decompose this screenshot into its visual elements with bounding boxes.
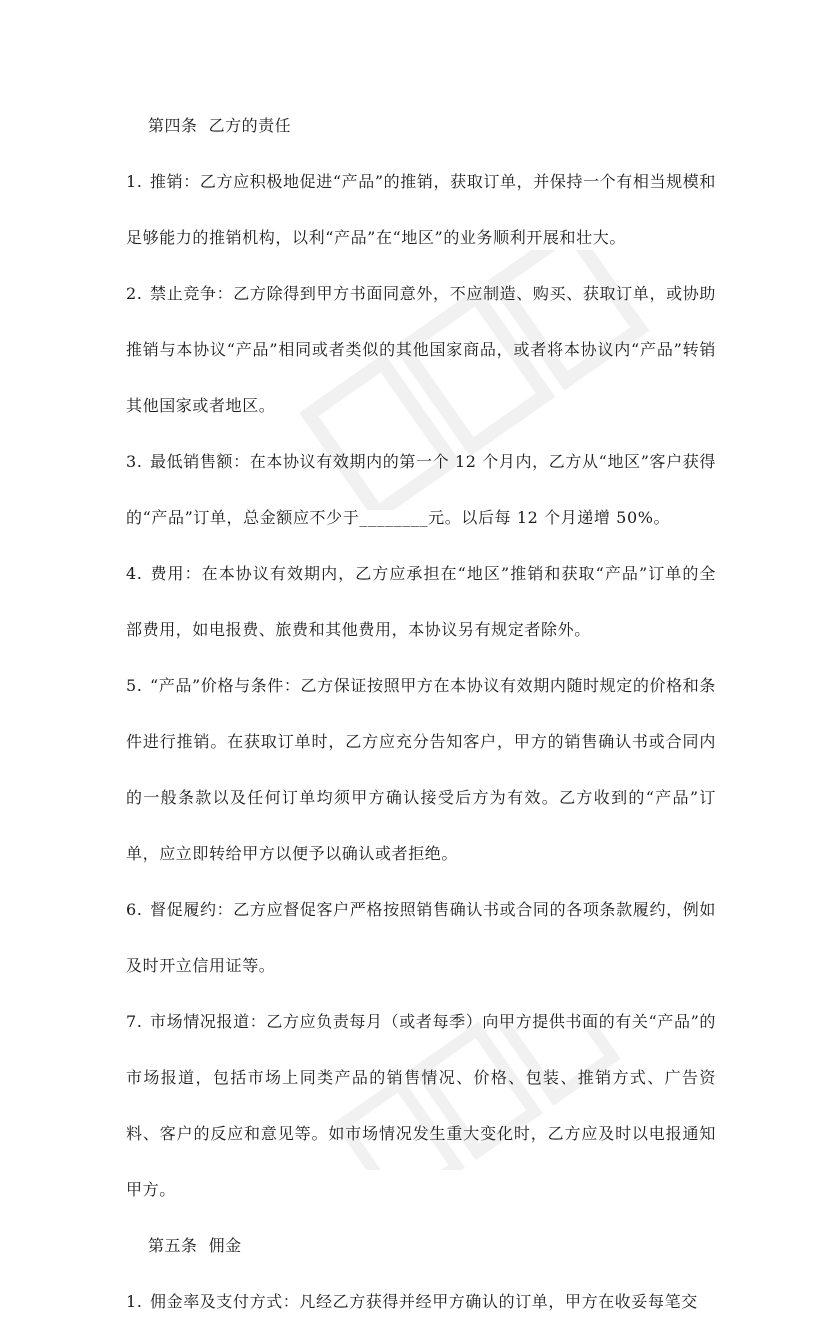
clause-number: 4.: [126, 564, 143, 583]
clause-number: 3.: [126, 452, 143, 471]
clause-item: [126, 434, 716, 546]
clause-text: 推销：乙方应积极地促进“产品”的推销，获取订单，并保持一个有相当规模和足够能力的推销机构，以利“产品”在“地区”的业务顺利开展和壮大。: [126, 172, 716, 247]
section-heading: 第四条 乙方的责任: [148, 116, 292, 135]
clause-number: 2.: [126, 284, 143, 303]
clause-number: 1.: [126, 1292, 143, 1311]
clause-item: [126, 882, 716, 994]
clause-number: 5.: [126, 676, 143, 695]
clause-text: 市场情况报道：乙方应负责每月（或者每季）向甲方提供书面的有关“产品”的市场报道，包括市场上同类产品的销售情况、价格、包装、推销方式、广告资料、客户的反应和意见等。如市场情况发生重大变化时，乙方应及时以电报通知甲方。: [126, 1012, 716, 1199]
clause-item: [126, 658, 716, 882]
clause-text: 最低销售额：在本协议有效期内的第一个 12 个月内，乙方从“地区”客户获得的“产品”订单，总金额应不少于________元。以后每 12 个月递增 50%。: [126, 452, 716, 527]
clause-text: 督促履约：乙方应督促客户严格按照销售确认书或合同的各项条款履约，例如及时开立信用证等。: [126, 900, 716, 975]
clause-text: 佣金率及支付方式：凡经乙方获得并经甲方确认的订单，甲方在收妥每笔交: [150, 1292, 698, 1311]
clause-item: [126, 1274, 716, 1330]
clause-item: [126, 266, 716, 434]
clause-text: 费用：在本协议有效期内，乙方应承担在“地区”推销和获取“产品”订单的全部费用，如电报费、旅费和其他费用，本协议另有规定者除外。: [126, 564, 716, 639]
document-body: [126, 98, 716, 1330]
clause-item: [126, 546, 716, 658]
clause-text: 禁止竞争：乙方除得到甲方书面同意外，不应制造、购买、获取订单，或协助推销与本协议“产品”相同或者类似的其他国家商品，或者将本协议内“产品”转销其他国家或者地区。: [126, 284, 716, 415]
clause-item: [126, 994, 716, 1218]
clause-item: [126, 154, 716, 266]
clause-number: 1.: [126, 172, 143, 191]
clause-number: 6.: [126, 900, 143, 919]
clause-text: “产品”价格与条件：乙方保证按照甲方在本协议有效期内随时规定的价格和条件进行推销。在获取订单时，乙方应充分告知客户，甲方的销售确认书或合同内的一般条款以及任何订单均须甲方确认接受后方为有效。乙方收到的“产品”订单，应立即转给甲方以便予以确认或者拒绝。: [126, 676, 716, 863]
clause-number: 7.: [126, 1012, 143, 1031]
section-heading: 第五条 佣金: [148, 1236, 242, 1255]
